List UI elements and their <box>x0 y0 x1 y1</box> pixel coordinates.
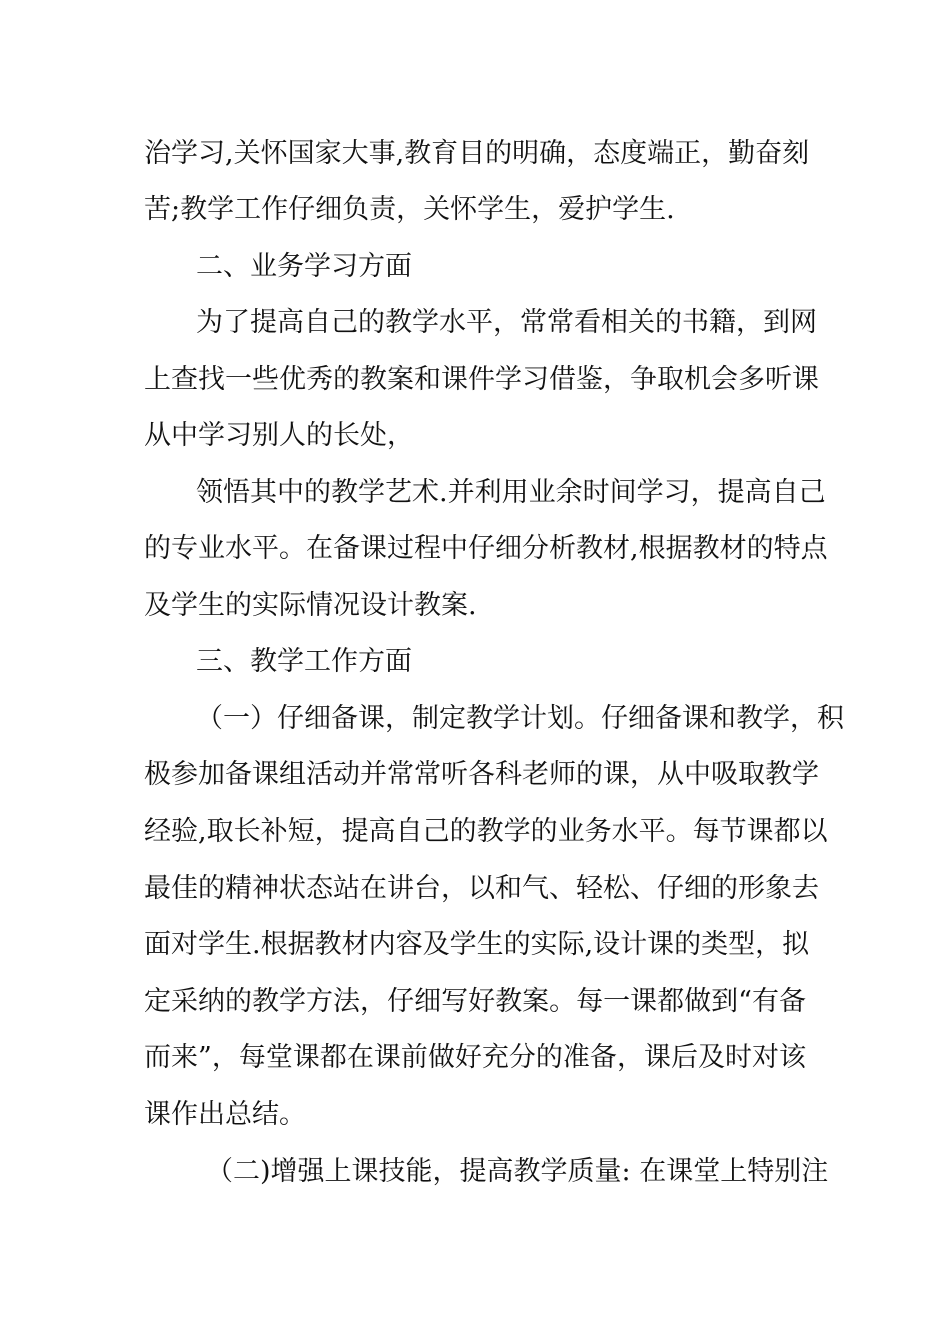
paragraph-line: 及学生的实际情况设计教案. <box>144 590 477 621</box>
section-heading: 三、教学工作方面 <box>196 646 412 677</box>
paragraph-line: 面对学生.根据教材内容及学生的实际,设计课的类型，拟 <box>144 929 810 960</box>
paragraph-line: （一）仔细备课，制定教学计划。仔细备课和教学，积 <box>196 703 844 734</box>
paragraph-line: 苦;教学工作仔细负责，关怀学生，爱护学生. <box>144 194 675 225</box>
paragraph-line: 从中学习别人的长处， <box>144 420 414 451</box>
paragraph-line: 定采纳的教学方法，仔细写好教案。每一课都做到“有备 <box>144 986 806 1017</box>
paragraph-line: 课作出总结。 <box>144 1099 306 1130</box>
paragraph-line: 领悟其中的教学艺术.并利用业余时间学习，提高自己 <box>196 477 826 508</box>
paragraph-line: 经验,取长补短，提高自己的教学的业务水平。每节课都以 <box>144 816 828 847</box>
paragraph-line: 极参加备课组活动并常常听各科老师的课，从中吸取教学 <box>144 759 819 790</box>
paragraph-line: 上查找一些优秀的教案和课件学习借鉴，争取机会多听课 <box>144 364 819 395</box>
paragraph-line: 最佳的精神状态站在讲台，以和气、轻松、仔细的形象去 <box>144 873 819 904</box>
paragraph-line: 而来”，每堂课都在课前做好充分的准备，课后及时对该 <box>144 1042 806 1073</box>
paragraph-line: （二)增强上课技能，提高教学质量: 在课堂上特别注 <box>206 1156 829 1187</box>
paragraph-line: 治学习,关怀国家大事,教育目的明确，态度端正，勤奋刻 <box>144 138 810 169</box>
paragraph-line: 为了提高自己的教学水平，常常看相关的书籍，到网 <box>196 307 817 338</box>
paragraph-line: 的专业水平。在备课过程中仔细分析教材,根据教材的特点 <box>144 533 828 564</box>
section-heading: 二、业务学习方面 <box>196 251 412 282</box>
